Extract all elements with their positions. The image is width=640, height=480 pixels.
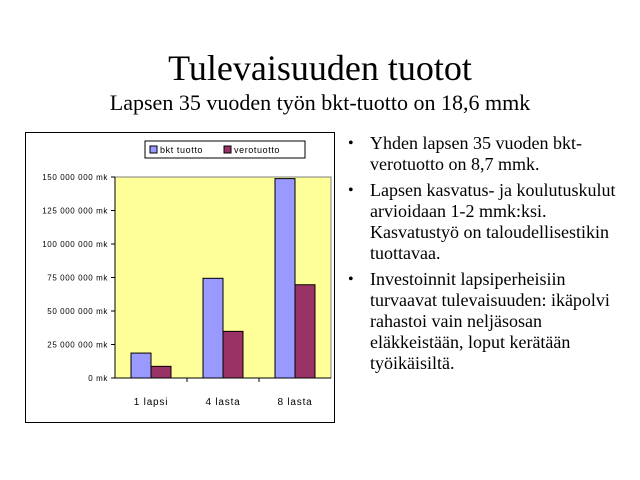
y-tick-label: 50 000 000 mk — [47, 307, 108, 316]
y-tick-label: 25 000 000 mk — [47, 340, 108, 350]
x-tick-label: 8 lasta — [277, 397, 313, 408]
legend-label: verotuotto — [234, 145, 281, 155]
x-tick-label: 1 lapsi — [133, 397, 169, 408]
bullet-item — [346, 180, 636, 264]
bullet-item — [346, 269, 636, 374]
bar — [223, 331, 243, 378]
bullet-item — [346, 133, 636, 175]
bar — [131, 353, 151, 378]
legend-swatch — [150, 146, 157, 153]
y-tick-label: 100 000 000 mk — [42, 240, 108, 249]
y-tick-label: 75 000 000 mk — [47, 273, 108, 283]
bullet-text: Lapsen kasvatus- ja koulutuskulut arvioidaan 1-2 mmk:ksi. Kasvatustyö on taloudellisestikin tuottavaa. — [370, 180, 616, 263]
y-tick-label: 150 000 000 mk — [42, 173, 108, 182]
x-tick-label: 4 lasta — [205, 397, 241, 408]
slide-title: Tulevaisuuden tuotot — [168, 48, 472, 88]
bar — [295, 285, 315, 378]
y-tick-label: 125 000 000 mk — [42, 206, 108, 216]
bullet-icon: • — [348, 182, 354, 199]
bullet-text: Yhden lapsen 35 vuoden bkt-verotuotto on 8,7 mmk. — [370, 133, 582, 174]
legend-swatch — [224, 146, 231, 153]
bullet-icon: • — [348, 271, 354, 288]
bar — [203, 278, 223, 378]
bar — [151, 366, 171, 378]
bar — [275, 179, 295, 378]
slide-subtitle: Lapsen 35 vuoden työn bkt-tuotto on 18,6 mmk — [109, 90, 531, 115]
bullet-icon: • — [348, 135, 354, 152]
bullet-list — [346, 133, 636, 379]
y-tick-label: 0 mk — [88, 374, 108, 383]
chart-canvas — [26, 133, 334, 422]
bar-chart — [25, 132, 335, 423]
bullet-text: Investoinnit lapsiperheisiin turvaavat tulevaisuuden: ikäpolvi rahastoi vain neljäsosan eläkkeistään, loput kerätään työikäisiltä. — [370, 269, 610, 373]
legend-label: bkt tuotto — [160, 145, 204, 155]
